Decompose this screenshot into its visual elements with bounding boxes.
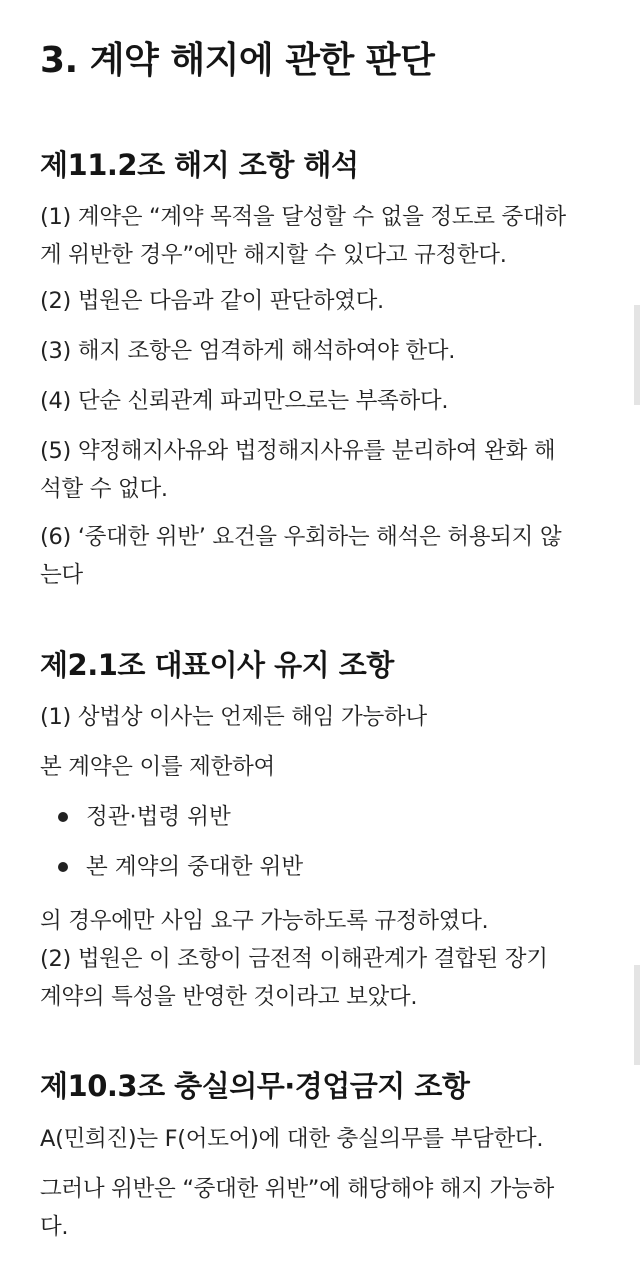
paragraph-line: 다. [40,1214,69,1240]
paragraph-line: 게 위반한 경우”에만 해지할 수 있다고 규정한다. [40,242,507,268]
bullet-icon [58,862,68,872]
bullet-icon [58,812,68,822]
paragraph-line: (5) 약정해지사유와 법정해지사유를 분리하여 완화 해 [40,438,556,464]
paragraph-line: 그러나 위반은 “중대한 위반”에 해당해야 해지 가능하 [40,1176,554,1202]
paragraph [40,518,600,594]
paragraph [40,198,600,274]
paragraph-line: (6) ‘중대한 위반’ 요건을 우회하는 해석은 허용되지 않 [40,524,562,550]
paragraph-line: 석할 수 없다. [40,476,168,502]
section-heading: 제10.3조 충실의무·경업금지 조항 [40,1069,470,1103]
paragraph: (4) 단순 신뢰관계 파괴만으로는 부족하다. [40,388,449,414]
list-item: 본 계약의 중대한 위반 [86,854,304,880]
paragraph: (3) 해지 조항은 엄격하게 해석하여야 한다. [40,338,456,364]
paragraph: 계약의 특성을 반영한 것이라고 보았다. [40,984,418,1010]
list-item: 정관·법령 위반 [86,804,231,830]
scrollbar[interactable] [634,305,640,405]
paragraph-line: (1) 계약은 “계약 목적을 달성할 수 없을 정도로 중대하 [40,204,566,230]
paragraph: 의 경우에만 사임 요구 가능하도록 규정하였다. [40,908,489,934]
paragraph: (2) 법원은 다음과 같이 판단하였다. [40,288,384,314]
paragraph: (2) 법원은 이 조항이 금전적 이해관계가 결합된 장기 [40,946,548,972]
paragraph [40,1170,600,1246]
paragraph-line: 는다 [40,562,83,588]
paragraph: 본 계약은 이를 제한하여 [40,754,275,780]
section-heading: 제11.2조 해지 조항 해석 [40,148,359,182]
section-heading: 제2.1조 대표이사 유지 조항 [40,648,394,682]
paragraph: (1) 상법상 이사는 언제든 해임 가능하나 [40,704,427,730]
paragraph: A(민희진)는 F(어도어)에 대한 충실의무를 부담한다. [40,1126,544,1152]
page-title: 3. 계약 해지에 관한 판단 [40,40,435,81]
scrollbar[interactable] [634,965,640,1065]
paragraph [40,432,600,508]
